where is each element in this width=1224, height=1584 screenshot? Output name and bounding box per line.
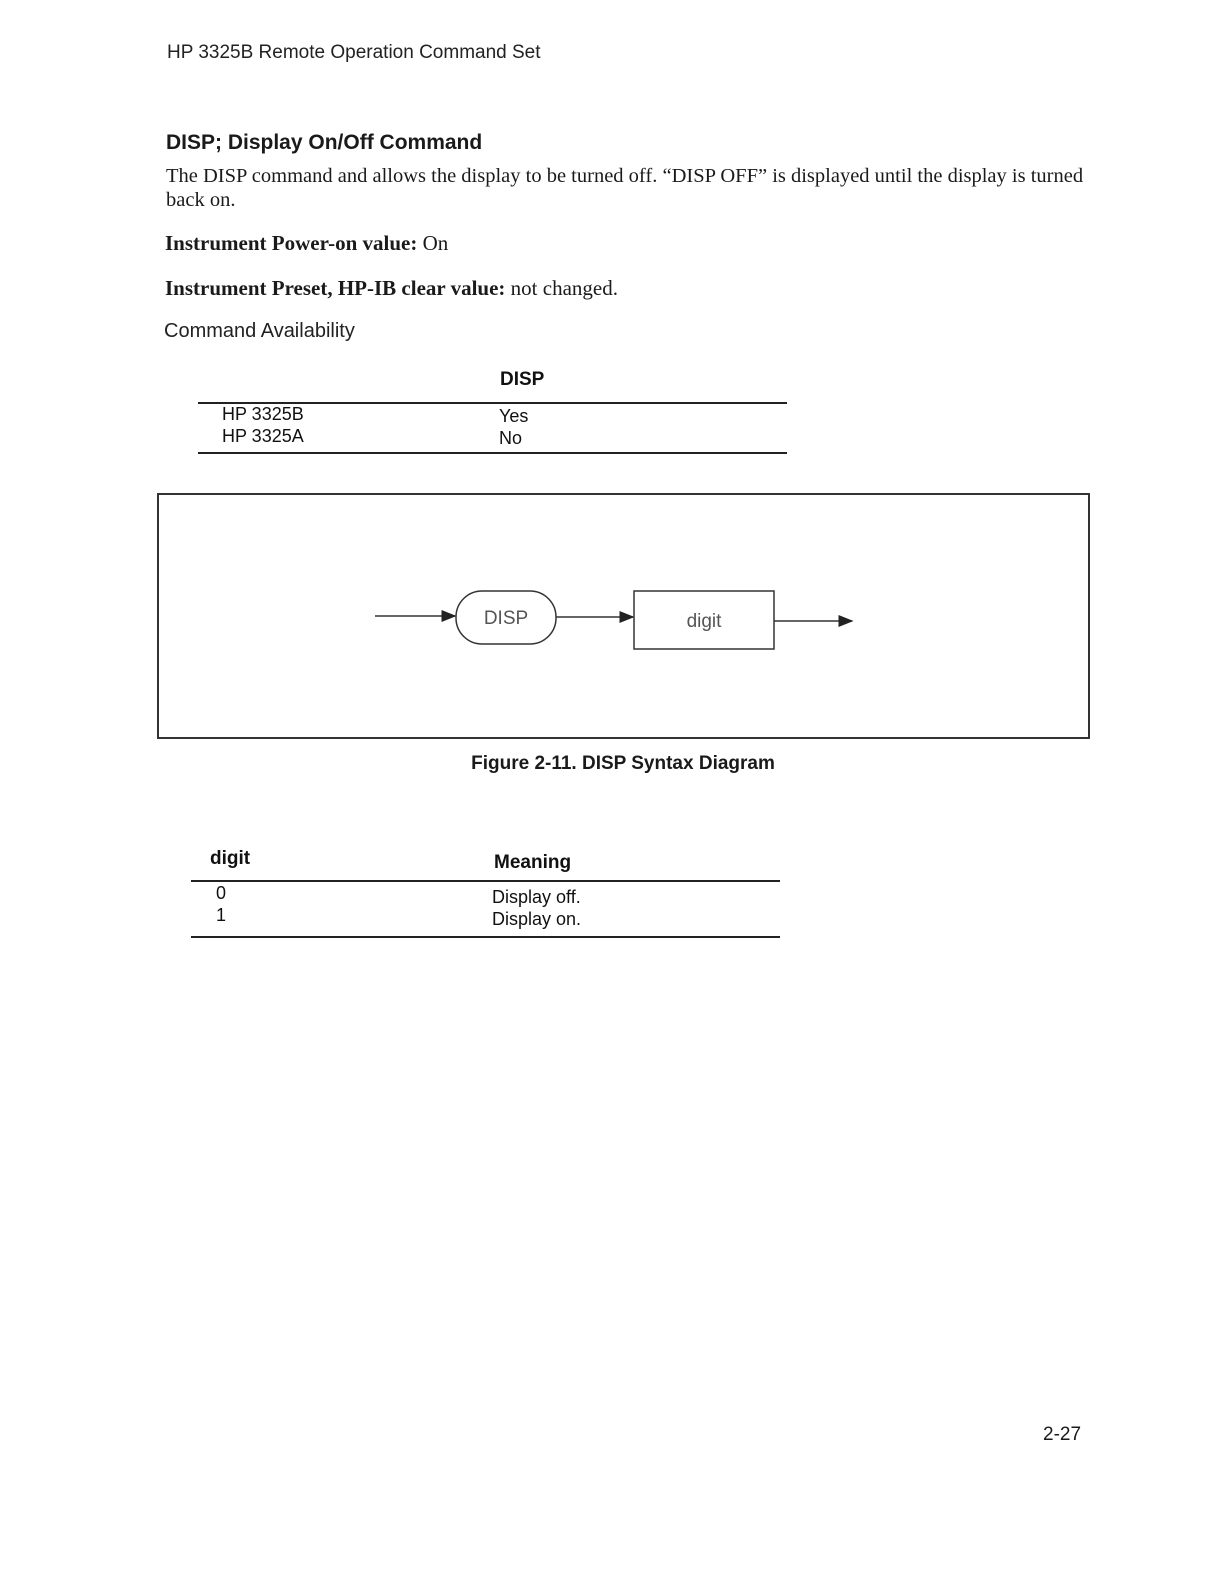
preset-label: Instrument Preset, HP-IB clear value: — [165, 276, 506, 300]
page-header: HP 3325B Remote Operation Command Set — [167, 42, 541, 63]
digit-row-meaning: Display off. — [492, 887, 581, 907]
digit-header-rule — [191, 880, 780, 882]
meaning-column-header: Meaning — [494, 852, 572, 873]
digit-row-digit: 1 — [216, 905, 227, 925]
availability-row-model: HP 3325B — [222, 404, 304, 424]
availability-label: Command Availability — [164, 320, 355, 342]
availability-row-model: HP 3325A — [222, 426, 304, 446]
power-on-label: Instrument Power-on value: — [165, 231, 418, 255]
disp-keyword-label: DISP — [483, 608, 529, 629]
section-title: DISP; Display On/Off Command — [166, 131, 483, 154]
availability-column-header: DISP — [500, 369, 545, 390]
command-description: The DISP command and allows the display to be turned off. “DISP OFF” is displayed until the display is turned back on. — [166, 165, 1084, 211]
availability-row-value: No — [499, 428, 523, 448]
digit-row-digit: 0 — [216, 883, 227, 903]
digit-bottom-rule — [191, 936, 780, 938]
figure-caption: Figure 2-11. DISP Syntax Diagram — [471, 753, 775, 774]
availability-row-value: Yes — [499, 406, 529, 426]
digit-parameter-label: digit — [686, 611, 722, 632]
page-number: 2-27 — [1043, 1424, 1082, 1445]
power-on-value: On — [422, 231, 449, 255]
digit-column-header: digit — [210, 848, 251, 869]
digit-row-meaning: Display on. — [492, 909, 582, 929]
preset-value: not changed. — [510, 276, 618, 300]
